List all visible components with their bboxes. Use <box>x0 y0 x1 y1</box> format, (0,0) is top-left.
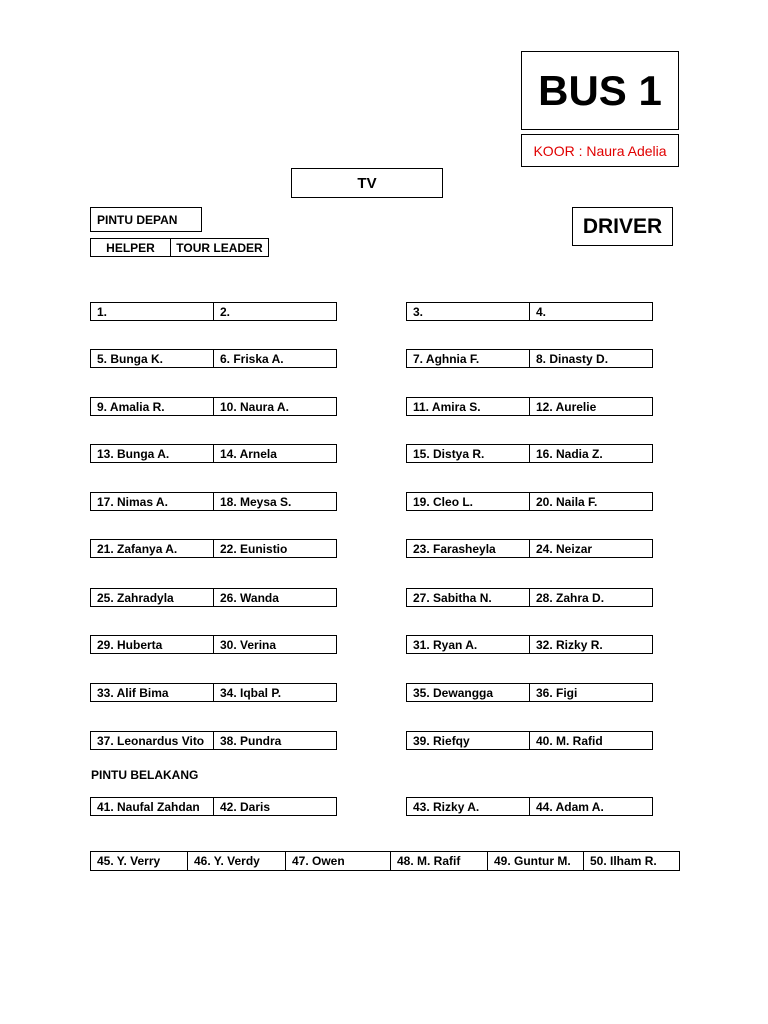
seat: 13. Bunga A. <box>90 444 214 463</box>
seat: 42. Daris <box>213 797 337 816</box>
seat: 30. Verina <box>213 635 337 654</box>
seat: 29. Huberta <box>90 635 214 654</box>
seat-row-right <box>406 397 653 416</box>
seat: 40. M. Rafid <box>529 731 653 750</box>
seat-row-right <box>406 635 653 654</box>
seat: 35. Dewangga <box>406 683 530 702</box>
seat-row-left <box>90 492 337 511</box>
seat: 25. Zahradyla <box>90 588 214 607</box>
seat: 41. Naufal Zahdan <box>90 797 214 816</box>
driver-label: DRIVER <box>572 207 673 246</box>
seat: 27. Sabitha N. <box>406 588 530 607</box>
seat: 21. Zafanya A. <box>90 539 214 558</box>
seat: 38. Pundra <box>213 731 337 750</box>
seat-row-right <box>406 588 653 607</box>
seat-row-left <box>90 635 337 654</box>
seat-row-left <box>90 539 337 558</box>
seat: 33. Alif Bima <box>90 683 214 702</box>
seat: 9. Amalia R. <box>90 397 214 416</box>
seat-row-left <box>90 349 337 368</box>
tv-label: TV <box>291 168 443 198</box>
seat: 7. Aghnia F. <box>406 349 530 368</box>
seat-row-left <box>90 731 337 750</box>
seat: 43. Rizky A. <box>406 797 530 816</box>
seat: 31. Ryan A. <box>406 635 530 654</box>
seat: 8. Dinasty D. <box>529 349 653 368</box>
back-seat-row <box>90 851 680 871</box>
seat-row-right <box>406 444 653 463</box>
seat: 20. Naila F. <box>529 492 653 511</box>
seat: 10. Naura A. <box>213 397 337 416</box>
seat: 34. Iqbal P. <box>213 683 337 702</box>
seat-row-left <box>90 683 337 702</box>
seat-row-left <box>90 302 337 321</box>
seat-row-right <box>406 731 653 750</box>
seat-row-left <box>90 588 337 607</box>
seat-row-right <box>406 492 653 511</box>
seat: 5. Bunga K. <box>90 349 214 368</box>
seat: 39. Riefqy <box>406 731 530 750</box>
seat: 12. Aurelie <box>529 397 653 416</box>
bus-title: BUS 1 <box>521 51 679 130</box>
seat-row-right <box>406 302 653 321</box>
seat: 16. Nadia Z. <box>529 444 653 463</box>
seat: 19. Cleo L. <box>406 492 530 511</box>
seat-row-right <box>406 797 653 816</box>
seat: 36. Figi <box>529 683 653 702</box>
tour-leader-seat: TOUR LEADER <box>170 238 269 257</box>
seat: 48. M. Rafif <box>390 851 488 871</box>
seat: 37. Leonardus Vito <box>90 731 214 750</box>
seat: 17. Nimas A. <box>90 492 214 511</box>
seat: 6. Friska A. <box>213 349 337 368</box>
seat-row-right <box>406 349 653 368</box>
seat-row-left <box>90 397 337 416</box>
seat: 46. Y. Verdy <box>187 851 286 871</box>
seat: 3. <box>406 302 530 321</box>
seat: 22. Eunistio <box>213 539 337 558</box>
seat: 49. Guntur M. <box>487 851 584 871</box>
seat: 45. Y. Verry <box>90 851 188 871</box>
front-door-label: PINTU DEPAN <box>90 207 202 232</box>
seat-row-left <box>90 444 337 463</box>
rear-door-label: PINTU BELAKANG <box>91 768 199 782</box>
seat: 28. Zahra D. <box>529 588 653 607</box>
seat: 4. <box>529 302 653 321</box>
helper-seat: HELPER <box>90 238 171 257</box>
seat: 2. <box>213 302 337 321</box>
seat: 50. Ilham R. <box>583 851 680 871</box>
seat: 14. Arnela <box>213 444 337 463</box>
seat: 23. Farasheyla <box>406 539 530 558</box>
seat-row-right <box>406 683 653 702</box>
seat: 18. Meysa S. <box>213 492 337 511</box>
seat: 1. <box>90 302 214 321</box>
seat-row-right <box>406 539 653 558</box>
seat: 26. Wanda <box>213 588 337 607</box>
seat: 47. Owen <box>285 851 391 871</box>
koordinator-label: KOOR : Naura Adelia <box>521 134 679 167</box>
seat: 44. Adam A. <box>529 797 653 816</box>
seat: 15. Distya R. <box>406 444 530 463</box>
seat: 24. Neizar <box>529 539 653 558</box>
seat: 32. Rizky R. <box>529 635 653 654</box>
seat-row-left <box>90 797 337 816</box>
seat: 11. Amira S. <box>406 397 530 416</box>
